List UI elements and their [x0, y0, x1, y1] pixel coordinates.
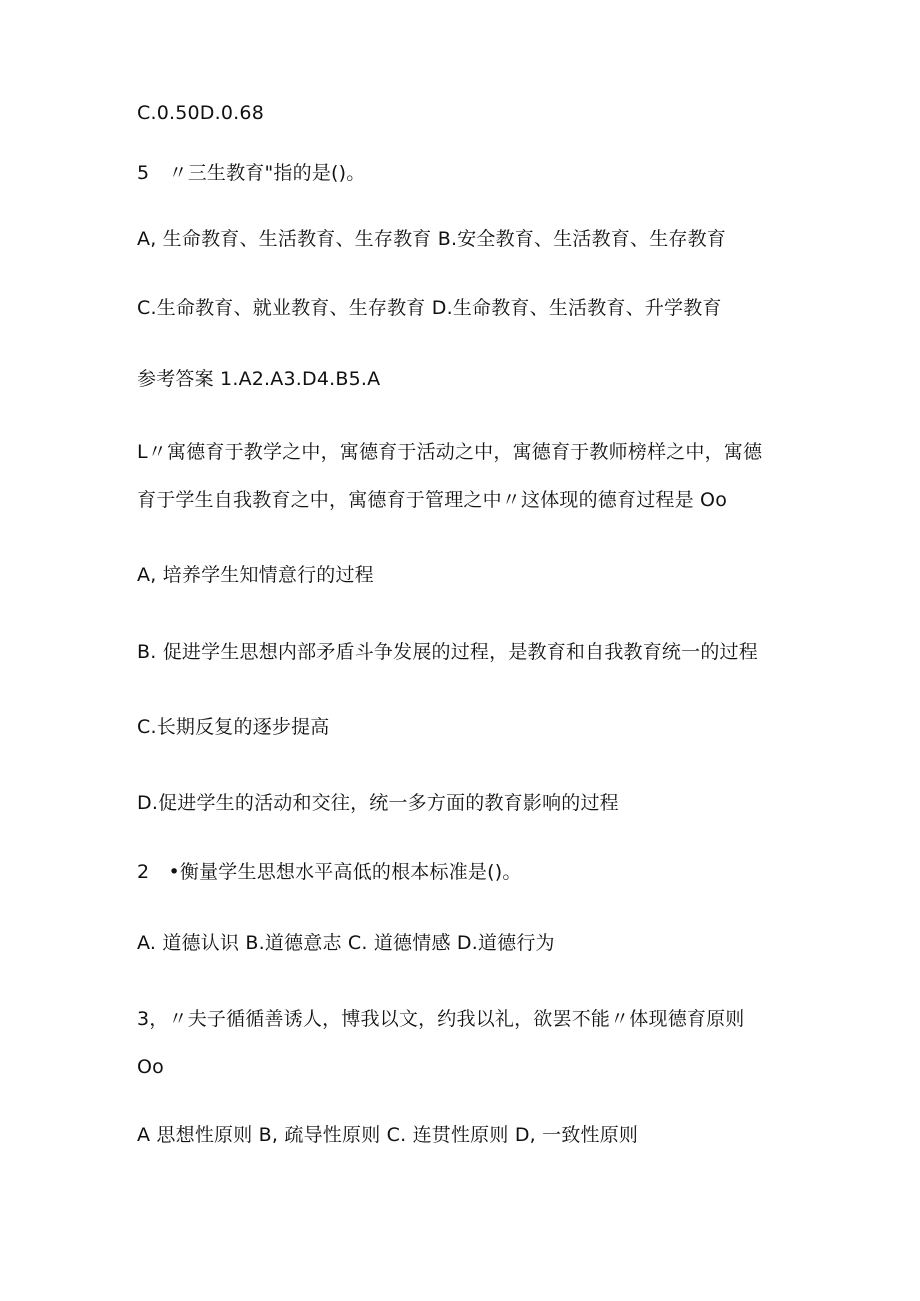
question-1-stem-line-2: 育于学生自我教育之中，寓德育于管理之中〃这体现的德育过程是 Oo [137, 489, 728, 511]
question-1-stem-line-1: L〃寓德育于教学之中，寓德育于活动之中，寓德育于教师榜样之中，寓德 [137, 441, 763, 463]
question-1-option-a: A, 培养学生知情意行的过程 [137, 564, 374, 586]
question-5-stem: 5 〃三生教育"指的是()。 [137, 162, 366, 184]
question-5-options-a-b: A, 生命教育、生活教育、生存教育 B.安全教育、生活教育、生存教育 [137, 228, 726, 250]
question-1-option-b: B. 促进学生思想内部矛盾斗争发展的过程，是教育和自我教育统一的过程 [137, 641, 758, 663]
question-3-stem-line-2: Oo [137, 1056, 164, 1078]
question-3-options: A 思想性原则 B, 疏导性原则 C. 连贯性原则 D, 一致性原则 [137, 1124, 639, 1146]
question-2-stem: 2 •衡量学生思想水平高低的根本标准是()。 [137, 861, 522, 883]
answer-key: 参考答案 1.A2.A3.D4.B5.A [137, 368, 381, 390]
question-2-options: A. 道德认识 B.道德意志 C. 道德情感 D.道德行为 [137, 932, 555, 954]
question-1-option-c: C.长期反复的逐步提高 [137, 716, 330, 738]
question-3-stem-line-1: 3，〃夫子循循善诱人，博我以文，约我以礼，欲罢不能〃体现德育原则 [137, 1008, 745, 1030]
question-5-options-c-d: C.生命教育、就业教育、生存教育 D.生命教育、生活教育、升学教育 [137, 297, 722, 319]
text-line-options-c-d: C.0.50D.0.68 [137, 102, 264, 124]
question-1-option-d: D.促进学生的活动和交往，统一多方面的教育影响的过程 [137, 792, 619, 814]
